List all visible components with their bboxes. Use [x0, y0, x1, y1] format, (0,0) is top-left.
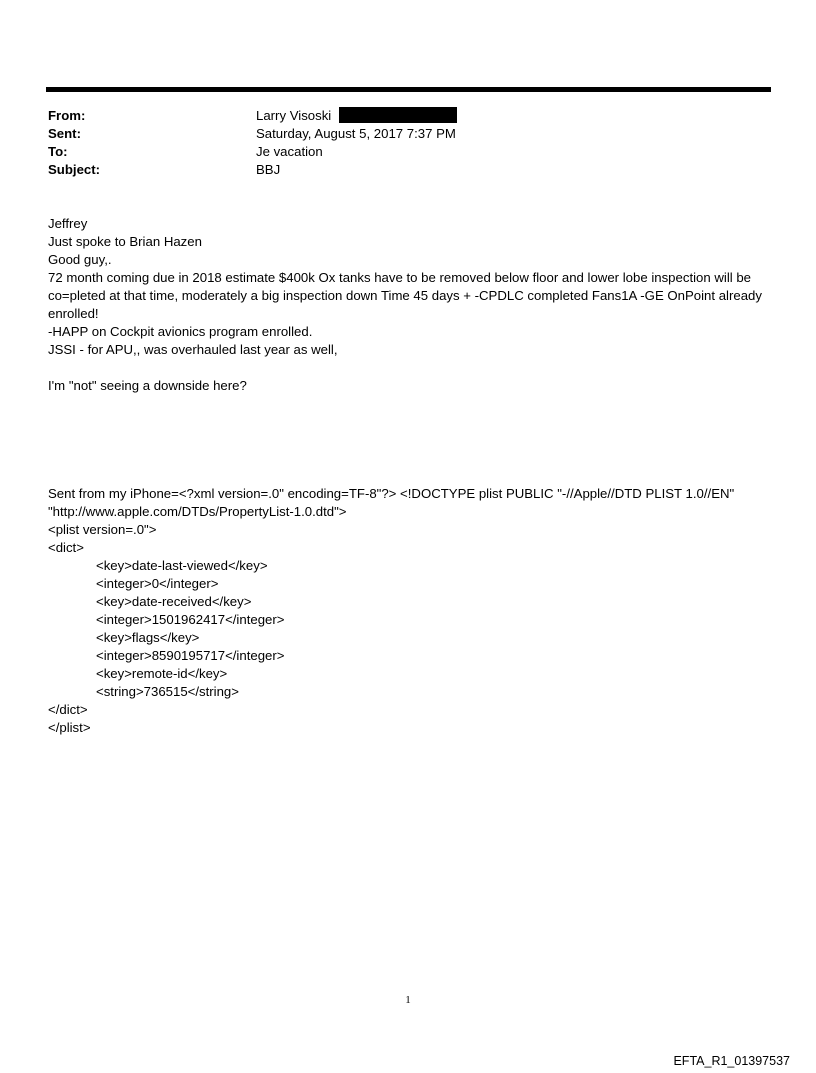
- body-question: I'm "not" seeing a downside here?: [48, 378, 247, 393]
- to-label: To:: [48, 144, 68, 159]
- subject-row: [48, 161, 768, 179]
- dict-line: <string>736515</string>: [96, 684, 239, 699]
- from-value: [256, 107, 457, 125]
- sent-row: [48, 125, 768, 143]
- subject-value: BBJ: [256, 162, 281, 177]
- document-id: EFTA_R1_01397537: [673, 1054, 790, 1068]
- dict-line: <integer>8590195717</integer>: [96, 648, 285, 663]
- sender-name: Larry Visoski: [256, 108, 332, 123]
- body-line: Just spoke to Brian Hazen: [48, 234, 202, 249]
- sent-label: Sent:: [48, 126, 81, 141]
- body-line: 72 month coming due in 2018 estimate $400k Ox tanks have to be removed below floor and lower lobe inspection will be co=pleted at that time, moderately a big inspection down Time 45 days + -CPDLC completed Fans1A -GE OnPoint already enrolled!: [48, 270, 766, 321]
- dict-open: <dict>: [48, 540, 84, 555]
- to-value: Je vacation: [256, 144, 323, 159]
- dict-line: <integer>1501962417</integer>: [96, 612, 285, 627]
- subject-label: Subject:: [48, 162, 101, 177]
- dict-line: <key>flags</key>: [96, 630, 200, 645]
- dict-line: <key>date-last-viewed</key>: [96, 558, 268, 573]
- header-rule: [46, 87, 771, 92]
- dict-line: <key>date-received</key>: [96, 594, 252, 609]
- from-row: [48, 107, 768, 125]
- to-row: [48, 143, 768, 161]
- email-body: [48, 215, 768, 737]
- redaction-box: [339, 107, 457, 123]
- body-line: Jeffrey: [48, 216, 88, 231]
- plist-close: </plist>: [48, 720, 91, 735]
- body-line: Good guy,.: [48, 252, 112, 267]
- plist-open: <plist version=.0">: [48, 522, 157, 537]
- dict-line: <key>remote-id</key>: [96, 666, 228, 681]
- dict-close: </dict>: [48, 702, 88, 717]
- body-line: -HAPP on Cockpit avionics program enrolled.: [48, 324, 313, 339]
- body-line: JSSI - for APU,, was overhauled last year as well,: [48, 342, 338, 357]
- from-label: From:: [48, 108, 86, 123]
- page-number: 1: [405, 994, 411, 1006]
- sent-value: Saturday, August 5, 2017 7:37 PM: [256, 126, 456, 141]
- dict-line: <integer>0</integer>: [96, 576, 219, 591]
- email-headers: [48, 107, 768, 179]
- sent-from-line: Sent from my iPhone=<?xml version=.0" encoding=TF-8"?> <!DOCTYPE plist PUBLIC "-//Apple//DTD PLIST 1.0//EN" "http://www.apple.com/DTDs/PropertyList-1.0.dtd">: [48, 486, 738, 519]
